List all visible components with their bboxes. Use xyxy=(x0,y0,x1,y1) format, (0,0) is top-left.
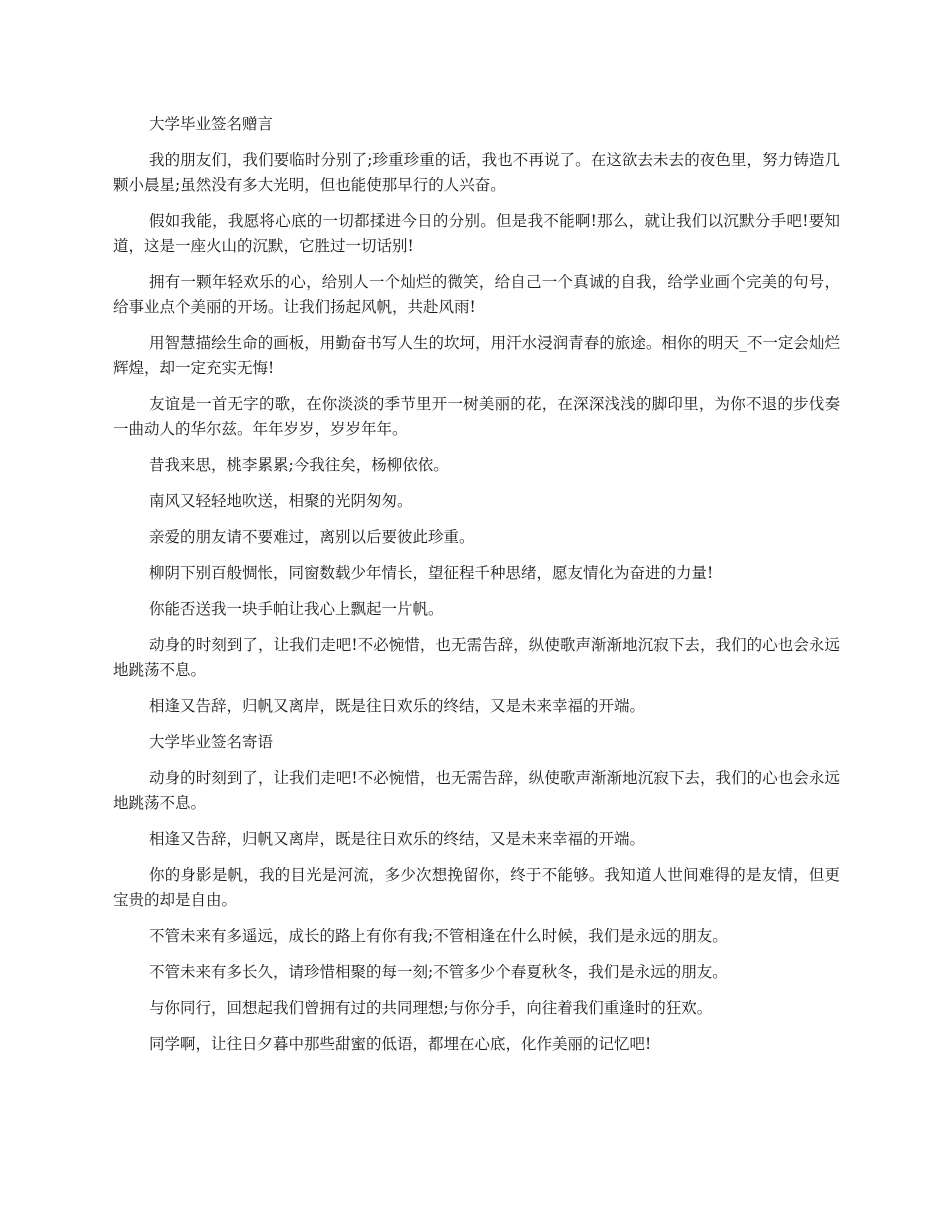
document-body xyxy=(113,112,840,1068)
paragraph: 同学啊，让往日夕暮中那些甜蜜的低语，都埋在心底，化作美丽的记忆吧! xyxy=(149,1035,652,1053)
paragraph: 友谊是一首无字的歌，在你淡淡的季节里开一树美丽的花，在深深浅浅的脚印里，为你不退的步伐奏一曲动人的华尔兹。年年岁岁，岁岁年年。 xyxy=(113,395,840,438)
paragraph: 柳阴下别百般惆怅，同窗数载少年情长，望征程千种思绪，愿友情化为奋进的力量! xyxy=(149,564,714,582)
paragraph: 南风又轻轻地吹送，相聚的光阴匆匆。 xyxy=(149,492,413,510)
heading-signature-messages: 大学毕业签名赠言 xyxy=(149,115,274,133)
paragraph: 与你同行，回想起我们曾拥有过的共同理想;与你分手，向往着我们重逢时的狂欢。 xyxy=(149,999,713,1017)
paragraph: 用智慧描绘生命的画板，用勤奋书写人生的坎坷，用汗水浸润青春的旅途。相你的明天_不一定会灿烂辉煌，却一定充实无悔! xyxy=(113,334,840,377)
paragraph: 相逢又告辞，归帆又离岸，既是往日欢乐的终结，又是未来幸福的开端。 xyxy=(149,830,646,848)
paragraph: 动身的时刻到了，让我们走吧!不必惋惜，也无需告辞，纵使歌声渐渐地沉寂下去，我们的心也会永远地跳荡不息。 xyxy=(113,636,840,679)
paragraph: 假如我能，我愿将心底的一切都揉进今日的分别。但是我不能啊!那么，就让我们以沉默分手吧!要知道，这是一座火山的沉默，它胜过一切话别! xyxy=(113,212,840,255)
paragraph: 亲爱的朋友请不要难过，离别以后要彼此珍重。 xyxy=(149,528,475,546)
paragraph: 不管未来有多遥远，成长的路上有你有我;不管相逢在什么时候，我们是永远的朋友。 xyxy=(149,927,728,945)
paragraph: 动身的时刻到了，让我们走吧!不必惋惜，也无需告辞，纵使歌声渐渐地沉寂下去，我们的心也会永远地跳荡不息。 xyxy=(113,769,840,812)
paragraph: 相逢又告辞，归帆又离岸，既是往日欢乐的终结，又是未来幸福的开端。 xyxy=(149,697,646,715)
paragraph: 你的身影是帆，我的目光是河流，多少次想挽留你，终于不能够。我知道人世间难得的是友情，但更宝贵的却是自由。 xyxy=(113,866,840,909)
paragraph: 不管未来有多长久，请珍惜相聚的每一刻;不管多少个春夏秋冬，我们是永远的朋友。 xyxy=(149,963,728,981)
paragraph: 我的朋友们，我们要临时分别了;珍重珍重的话，我也不再说了。在这欲去未去的夜色里，努力铸造几颗小晨星;虽然没有多大光明，但也能使那早行的人兴奋。 xyxy=(113,151,840,194)
paragraph: 你能否送我一块手帕让我心上飘起一片帆。 xyxy=(149,600,444,618)
heading-signature-wishes: 大学毕业签名寄语 xyxy=(149,733,274,751)
paragraph: 拥有一颗年轻欢乐的心，给别人一个灿烂的微笑，给自己一个真诚的自我，给学业画个完美的句号，给事业点个美丽的开场。让我们扬起风帆，共赴风雨! xyxy=(113,273,840,316)
paragraph: 昔我来思，桃李累累;今我往矣，杨柳依依。 xyxy=(149,456,449,474)
